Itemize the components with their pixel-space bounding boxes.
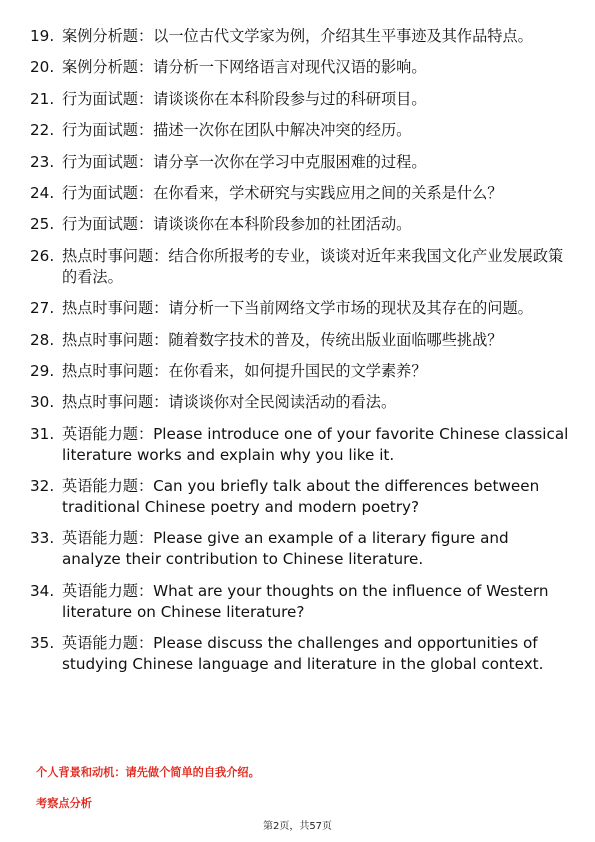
question-number: 25. [30, 215, 55, 234]
question-item [30, 581, 570, 623]
question-text: 行为面试题：在你看来，学术研究与实践应用之间的关系是什么？ [62, 183, 503, 202]
question-number: 35. [30, 634, 55, 653]
question-number: 26. [30, 246, 55, 265]
question-item [30, 528, 570, 570]
question-text: 行为面试题：请谈谈你在本科阶段参加的社团活动。 [62, 215, 412, 234]
question-text: 行为面试题：描述一次你在团队中解决冲突的经历。 [62, 121, 412, 140]
question-item [30, 152, 570, 173]
question-text: 案例分析题：请分析一下网络语言对现代汉语的影响。 [62, 58, 427, 77]
page-number: 第2页，共57页 [262, 821, 333, 832]
question-number: 32. [30, 477, 55, 496]
question-number: 19. [30, 27, 55, 45]
question-number: 33. [30, 529, 55, 548]
self-introduction-prompt: 个人背景和动机：请先做个简单的自我介绍。 [36, 766, 260, 779]
question-item [30, 26, 570, 47]
question-number: 28. [30, 330, 55, 349]
question-number: 21. [30, 89, 55, 108]
question-number: 30. [30, 393, 55, 412]
question-number: 22. [30, 121, 55, 140]
question-text: 热点时事问题：在你看来，如何提升国民的文学素养？ [62, 361, 427, 380]
question-item [30, 214, 570, 235]
question-item [30, 392, 570, 413]
question-text: 热点时事问题：随着数字技术的普及，传统出版业面临哪些挑战？ [62, 330, 503, 349]
question-text: 热点时事问题：结合你所报考的专业，谈谈对近年来我国文化产业发展政策的看法。 [62, 246, 564, 286]
question-number: 27. [30, 299, 55, 318]
question-item [30, 246, 570, 288]
question-item [30, 183, 570, 204]
question-text: 英语能力题：Please introduce one of your favorite Chinese classical literature works and explain why you like it. [62, 424, 569, 464]
question-number: 31. [30, 424, 55, 443]
question-item [30, 476, 570, 518]
question-item [30, 298, 570, 319]
question-number: 29. [30, 361, 55, 380]
question-text: 热点时事问题：请分析一下当前网络文学市场的现状及其存在的问题。 [62, 299, 533, 318]
question-item [30, 57, 570, 78]
question-item [30, 120, 570, 141]
question-item [30, 89, 570, 110]
question-list [30, 26, 570, 686]
question-text: 行为面试题：请分享一次你在学习中克服困难的过程。 [62, 152, 427, 171]
question-item [30, 361, 570, 382]
question-number: 34. [30, 581, 55, 600]
question-text: 英语能力题：What are your thoughts on the influence of Western literature on Chinese literature? [62, 581, 549, 621]
question-text: 行为面试题：请谈谈你在本科阶段参与过的科研项目。 [62, 89, 427, 108]
question-item [30, 633, 570, 675]
question-text: 英语能力题：Please give an example of a literary figure and analyze their contribution to Chinese literature. [62, 529, 509, 569]
question-number: 24. [30, 183, 55, 202]
question-text: 英语能力题：Please discuss the challenges and opportunities of studying Chinese language and literature in the global context. [62, 634, 544, 674]
question-text: 热点时事问题：请谈谈你对全民阅读活动的看法。 [62, 393, 397, 412]
question-number: 23. [30, 152, 55, 171]
question-text: 英语能力题：Can you briefly talk about the differences between traditional Chinese poetry and modern poetry? [62, 477, 540, 517]
question-text: 案例分析题：以一位古代文学家为例，介绍其生平事迹及其作品特点。 [62, 27, 533, 45]
question-number: 20. [30, 58, 55, 77]
question-item [30, 424, 570, 466]
section-heading: 考察点分析 [36, 797, 92, 810]
question-item [30, 330, 570, 351]
